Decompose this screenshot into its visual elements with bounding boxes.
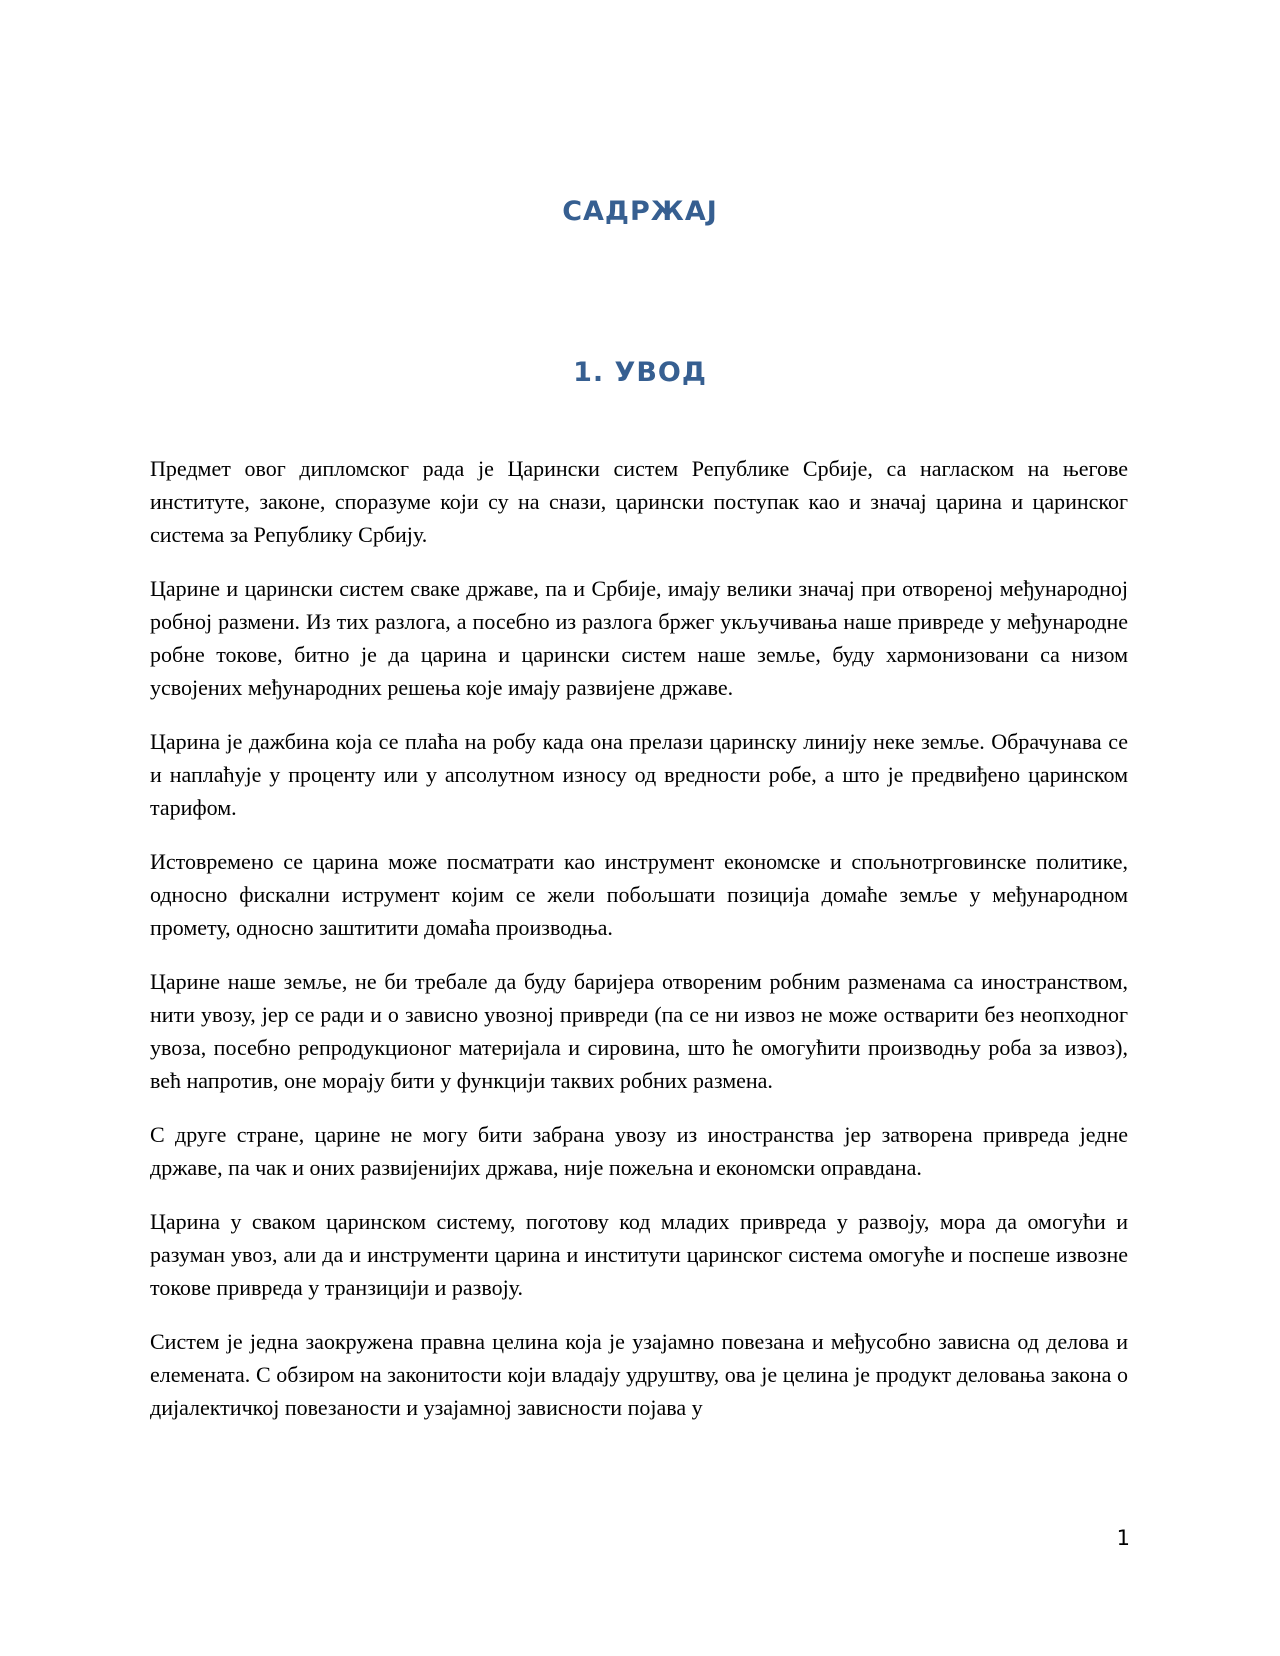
section-title: 1. УВОД [573, 357, 707, 388]
paragraph: С друге стране, царине не могу бити забрана увозу из иностранства јер затворена привреда једне државе, па чак и оних развијенијих држава, није пожељна и економски оправдана. [150, 1122, 1128, 1180]
paragraph: Царина у сваком царинском систему, поготову код младих привреда у развоју, мора да омогући и разуман увоз, али да и инструменти царина и институти царинског система омогуће и поспеше извозне токове привреда у транзицији и развоју. [150, 1209, 1128, 1300]
paragraph: Царине и царински систем сваке државе, па и Србије, имају велики значај при отвореној међународној робној размени. Из тих разлога, а посебно из разлога бржег укључивања наше привреде у међународне робне токове, битно је да царина и царински систем наше земље, буду хармонизовани са низом усвојених међународних решења које имају развијене државе. [150, 576, 1128, 700]
paragraph: Царина је дажбина која се плаћа на робу када она прелази царинску линију неке земље. Обрачунава се и наплаћује у проценту или у апсолутном износу од вредности робе, а што је предвиђено царинском тарифом. [150, 729, 1128, 820]
paragraph: Систем је једна заокружена правна целина која је узајамно повезана и међусобно зависна од делова и елемената. С обзиром на законитости који владају удруштву, ова је целина је продукт деловања закона о дијалектичкој повезаности и узајамној зависности појава у [150, 1329, 1128, 1420]
page-number: 1 [1116, 1526, 1130, 1550]
paragraph: Предмет овог дипломског рада је Царински систем Републике Србије, са нагласком на његове институте, законе, споразуме који су на снази, царински поступак као и значај царина и царинског система за Републику Србију. [150, 456, 1128, 547]
paragraph: Истовремено се царина може посматрати као инструмент економске и спољнотрговинске политике, односно фискални иструмент којим се жели побољшати позиција домаће земље у међународном промету, односно заштитити домаћа производња. [150, 849, 1128, 940]
toc-title: САДРЖАЈ [562, 196, 718, 227]
paragraph: Царине наше земље, не би требале да буду баријера отвореним робним разменама са иностранством, нити увозу, јер се ради и о зависно увозној привреди (па се ни извоз не може остварити без неопходног увоза, посебно репродукционог материјала и сировина, што ће омогућити производњу роба за извоз), већ напротив, оне морају бити у функцији таквих робних размена. [150, 969, 1128, 1093]
body-text [150, 452, 1128, 1445]
